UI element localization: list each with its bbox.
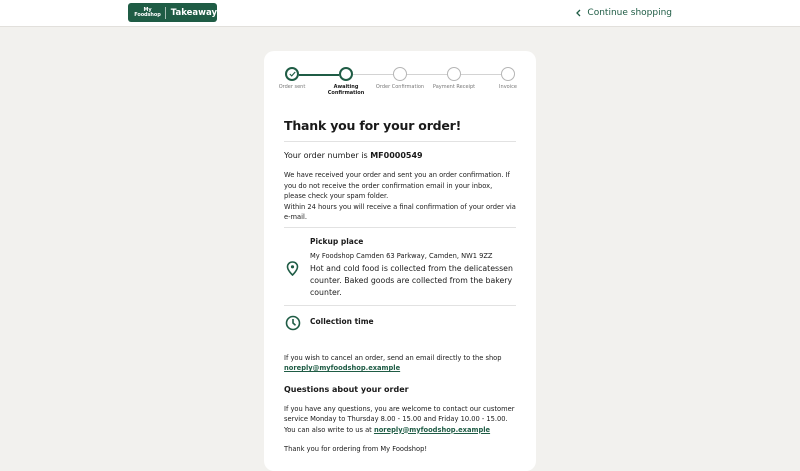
- pickup-address: My Foodshop Camden 63 Parkway, Camden, NW1 9ZZ: [310, 251, 493, 260]
- location-pin-icon: [286, 261, 299, 276]
- received-text: We have received your order and sent you an order confirmation. If you do not receive the order confirmation email in your inbox, please check your spam folder.: [284, 171, 510, 200]
- pickup-description: Hot and cold food is collected from the delicatessen counter. Baked goods are collected from the bakery counter.: [310, 263, 513, 297]
- questions-text: [284, 404, 516, 436]
- step-connector: [299, 74, 339, 76]
- top-bar: [0, 0, 800, 27]
- collection-title: Collection time: [310, 316, 374, 326]
- check-icon: [289, 71, 296, 77]
- step-order-sent: [285, 67, 299, 81]
- continue-shopping-label: Continue shopping: [587, 8, 672, 18]
- clock-icon: [285, 315, 301, 331]
- step-label: Invoice: [499, 84, 517, 90]
- questions-title: Questions about your order: [284, 384, 409, 394]
- step-awaiting-confirmation: [339, 67, 353, 81]
- order-number: MF0000549: [370, 151, 423, 160]
- logo-line-1: My: [143, 6, 152, 13]
- footer-thanks: Thank you for ordering from My Foodshop!: [284, 445, 428, 453]
- step-order-confirmation: [393, 67, 407, 81]
- continue-shopping-link[interactable]: [576, 7, 672, 19]
- step-payment-receipt: [447, 67, 461, 81]
- step-label: Payment Receipt: [432, 84, 476, 90]
- step-connector: [353, 74, 393, 75]
- collection-time-section: [284, 306, 516, 344]
- step-connector: [461, 74, 501, 75]
- order-number-line: [284, 151, 516, 161]
- chevron-left-icon: [576, 9, 581, 17]
- cancel-instructions: If you wish to cancel an order, send an email directly to the shop: [284, 353, 502, 362]
- cancel-email-link[interactable]: noreply@myfoodshop.example: [284, 364, 401, 372]
- order-confirmation-card: [264, 51, 536, 471]
- page-title: Thank you for your order!: [284, 118, 462, 133]
- questions-email-link[interactable]: noreply@myfoodshop.example: [373, 425, 491, 434]
- step-label: Awaiting Confirmation: [327, 84, 365, 96]
- logo-mark: [132, 8, 163, 18]
- pickup-title: Pickup place: [310, 236, 364, 246]
- logo[interactable]: [128, 3, 217, 22]
- divider: [284, 141, 516, 142]
- step-label: Order Confirmation: [375, 84, 425, 90]
- logo-suffix: Takeaway: [170, 7, 217, 18]
- logo-line-2: Foodshop: [134, 11, 161, 18]
- order-progress-stepper: [264, 51, 536, 103]
- logo-divider: [165, 7, 166, 19]
- step-invoice: [501, 67, 515, 81]
- within-24h-text: Within 24 hours you will receive a final confirmation of your order via e-mail.: [284, 202, 516, 221]
- cancel-text: [284, 353, 516, 374]
- step-label: Order sent: [278, 84, 306, 90]
- confirmation-content: [284, 117, 516, 455]
- pickup-place-section: [284, 228, 516, 305]
- step-connector: [407, 74, 447, 75]
- order-number-prefix: Your order number is: [284, 151, 368, 160]
- questions-body: If you have any questions, you are welcome to contact our customer service Monday to Thursday 8.00 - 15.00 and Friday 10.00 - 15.00. You can also write to us at: [284, 404, 515, 434]
